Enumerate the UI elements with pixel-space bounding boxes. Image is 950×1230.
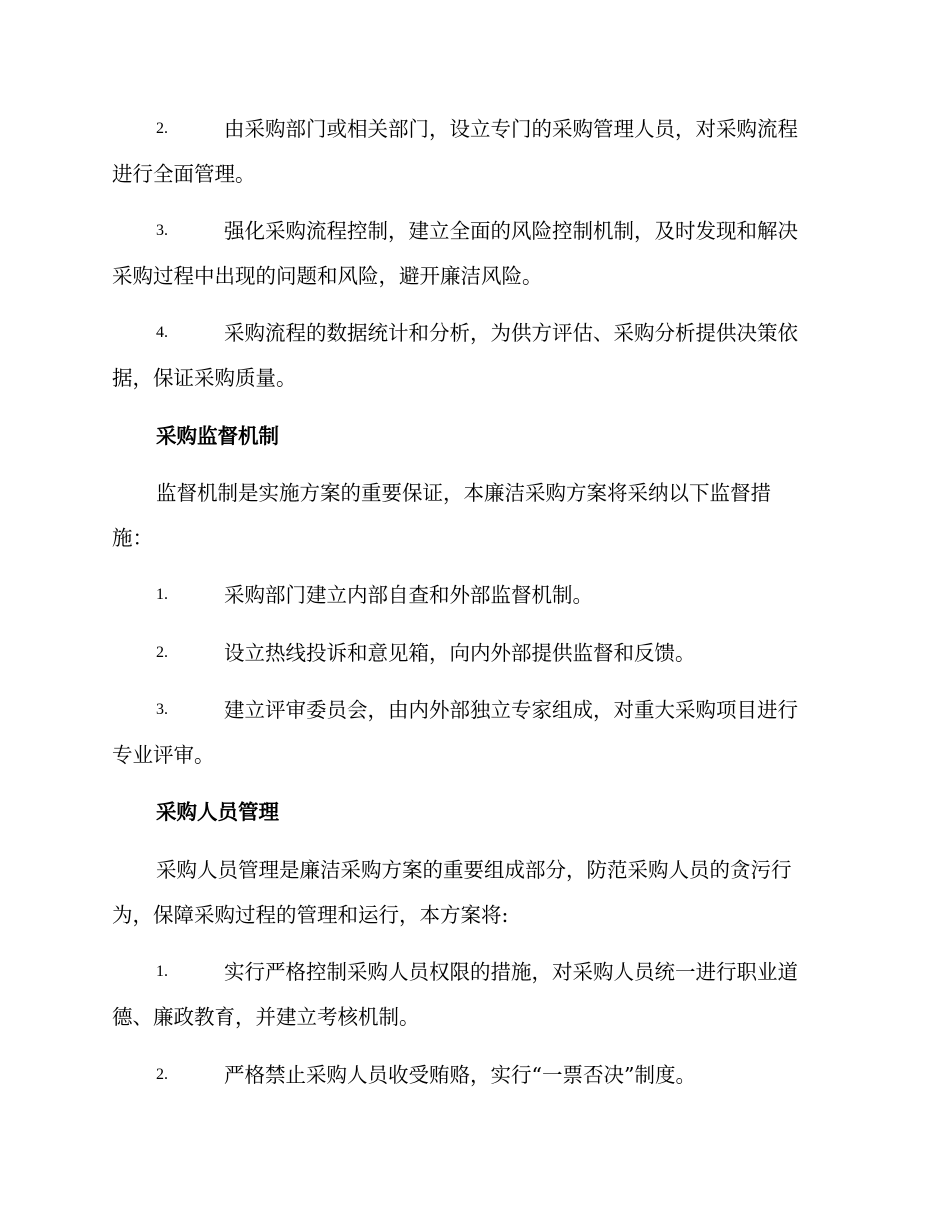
list-item-continuation bbox=[0, 738, 950, 772]
list-item-continuation bbox=[0, 259, 950, 293]
list-item-text: 采购部门建立内部自查和外部监督机制。 bbox=[224, 583, 593, 607]
paragraph-text: 采购人员管理是廉洁采购方案的重要组成部分，防范采购人员的贪污行 bbox=[156, 858, 792, 882]
list-item-continuation bbox=[0, 361, 950, 395]
paragraph-continuation bbox=[0, 898, 950, 932]
section-heading bbox=[0, 419, 950, 453]
list-number: 1. bbox=[156, 963, 168, 980]
list-item bbox=[0, 636, 950, 670]
list-item bbox=[0, 214, 950, 248]
list-number: 2. bbox=[156, 1066, 168, 1083]
list-item-continuation bbox=[0, 157, 950, 191]
list-item bbox=[0, 955, 950, 989]
list-item-text: 采购流程的数据统计和分析，为供方评估、采购分析提供决策依 bbox=[224, 321, 798, 345]
list-item bbox=[0, 1058, 950, 1092]
list-item-text: 强化采购流程控制，建立全面的风险控制机制，及时发现和解决 bbox=[224, 219, 798, 243]
section-heading bbox=[0, 795, 950, 829]
list-number: 3. bbox=[156, 701, 168, 718]
paragraph-text: 监督机制是实施方案的重要保证，本廉洁采购方案将采纳以下监督措 bbox=[156, 481, 771, 505]
list-item-text: 专业评审。 bbox=[112, 743, 215, 767]
list-item bbox=[0, 316, 950, 350]
list-item-text: 实行严格控制采购人员权限的措施，对采购人员统一进行职业道 bbox=[224, 960, 798, 984]
list-item-text: 严格禁止采购人员收受贿赂，实行“一票否决”制度。 bbox=[224, 1063, 696, 1087]
paragraph-continuation bbox=[0, 521, 950, 555]
paragraph bbox=[0, 853, 950, 887]
list-number: 1. bbox=[156, 586, 168, 603]
list-number: 3. bbox=[156, 222, 168, 239]
list-item-text: 采购过程中出现的问题和风险，避开廉洁风险。 bbox=[112, 264, 543, 288]
list-item-text: 由采购部门或相关部门，设立专门的采购管理人员，对采购流程 bbox=[224, 117, 798, 141]
list-item-text: 建立评审委员会，由内外部独立专家组成，对重大采购项目进行 bbox=[224, 698, 798, 722]
paragraph-text: 为，保障采购过程的管理和运行，本方案将: bbox=[112, 903, 509, 927]
list-item-text: 德、廉政教育，并建立考核机制。 bbox=[112, 1005, 420, 1029]
paragraph-text: 施： bbox=[112, 526, 153, 550]
list-number: 4. bbox=[156, 324, 168, 341]
paragraph bbox=[0, 476, 950, 510]
list-item bbox=[0, 112, 950, 146]
list-number: 2. bbox=[156, 644, 168, 661]
list-item-text: 进行全面管理。 bbox=[112, 162, 256, 186]
list-item-continuation bbox=[0, 1000, 950, 1034]
list-number: 2. bbox=[156, 120, 168, 137]
list-item bbox=[0, 578, 950, 612]
list-item-text: 据，保证采购质量。 bbox=[112, 366, 297, 390]
section-heading-text: 采购人员管理 bbox=[156, 800, 279, 824]
section-heading-text: 采购监督机制 bbox=[156, 424, 279, 448]
list-item-text: 设立热线投诉和意见箱，向内外部提供监督和反馈。 bbox=[224, 641, 696, 665]
list-item bbox=[0, 693, 950, 727]
